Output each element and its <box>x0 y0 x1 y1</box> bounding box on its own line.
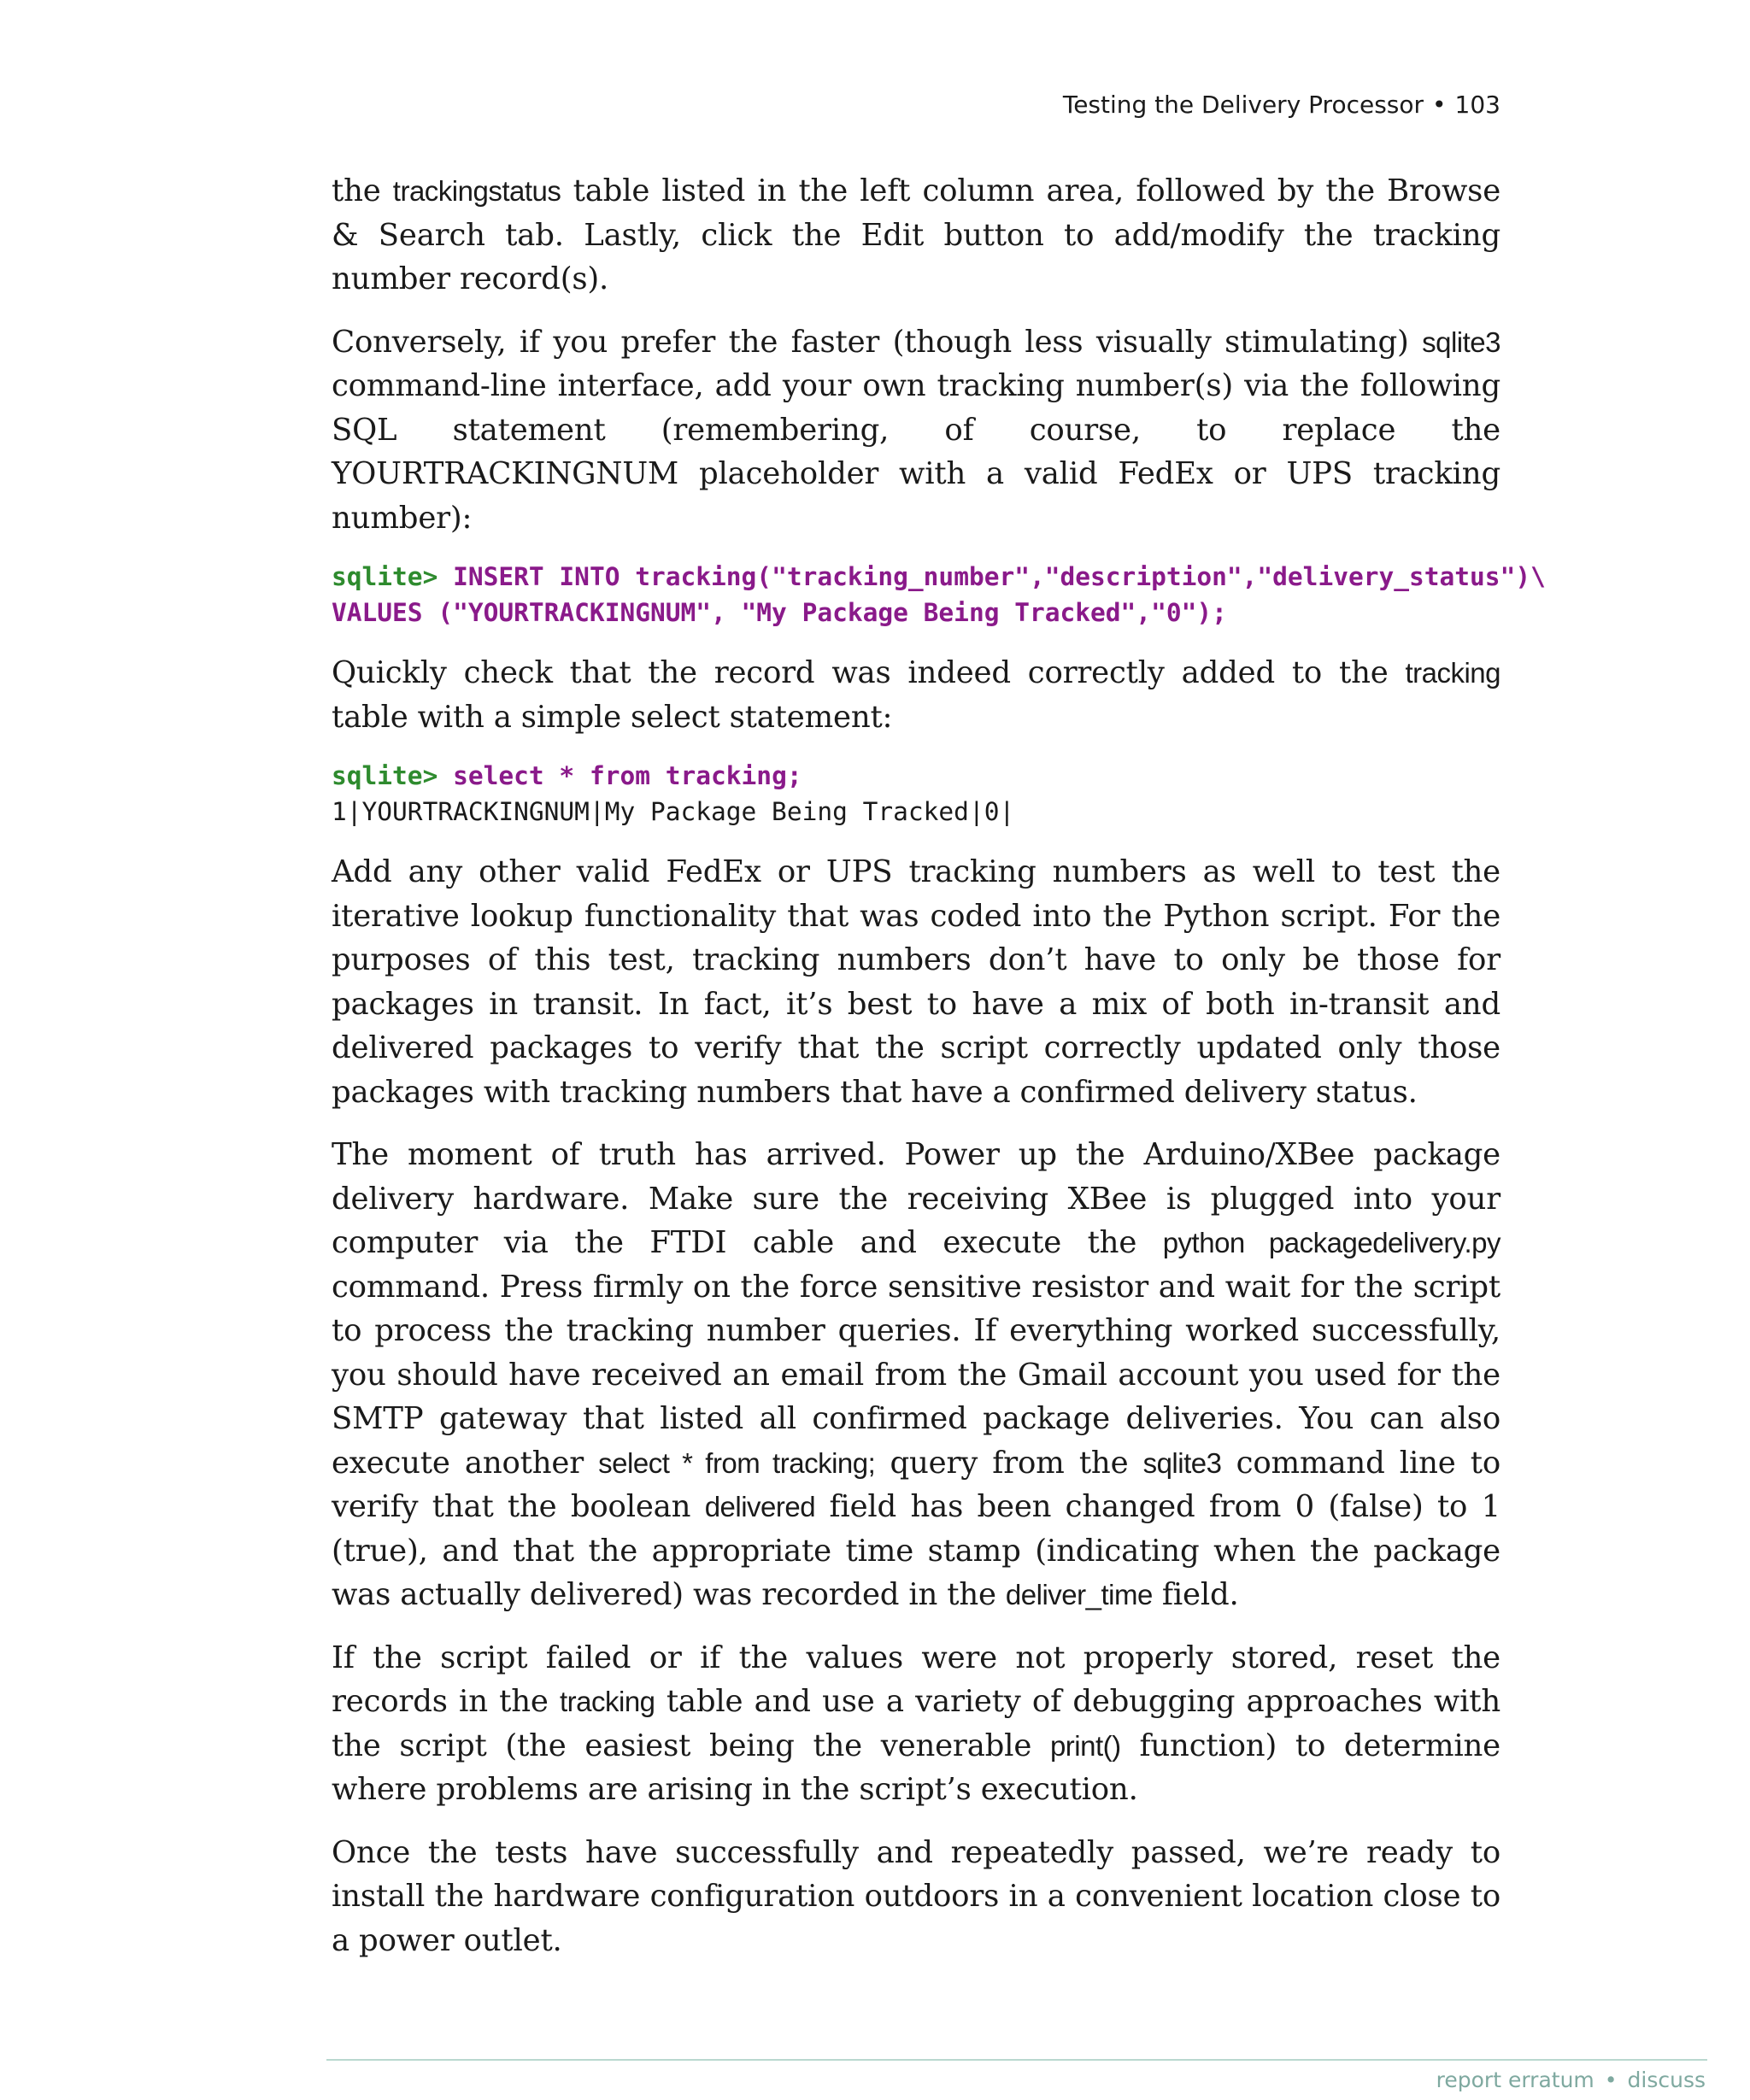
code-line: VALUES ("YOURTRACKINGNUM", "My Package Being Tracked","0"); <box>332 598 1227 627</box>
text: command line to verify that the boolean <box>332 1445 1501 1524</box>
running-header <box>1063 91 1500 119</box>
sqlite-prompt: sqlite> <box>332 761 454 790</box>
page-number: 103 <box>1454 91 1500 119</box>
paragraph-7: Once the tests have successfully and repeatedly passed, we’re ready to install the hardware configuration outdoors in a convenient location close to a power outlet. <box>332 1834 1500 1958</box>
text: command. Press firmly on the force sensitive resistor and wait for the script to process the tracking number queries. If everything worked successfully, you should have received an email from the Gmail account you used for the SMTP gateway that listed all confirmed package deliveries. You can also execute another <box>332 1269 1500 1481</box>
text: command-line interface, add your own tracking number(s) via the following SQL statement (remembering, of course, to replace the YOURTRACKINGNUM placeholder with a valid FedEx or UPS tracking number): <box>332 368 1500 536</box>
header-title: Testing the Delivery Processor <box>1062 91 1424 119</box>
inline-code: tracking <box>1405 657 1500 689</box>
report-erratum-link[interactable]: report erratum <box>1436 2068 1594 2092</box>
page-body <box>332 169 1546 1981</box>
code-block-insert <box>332 559 1546 631</box>
paragraph-4: Add any other valid FedEx or UPS tracking numbers as well to test the iterative lookup functionality that was coded into the Python script. For the purposes of this test, tracking numbers don’t have to only be those for packages in transit. In fact, it’s best to have a mix of both in-transit and delivered packages to verify that the script correctly updated only those packages with tracking numbers that have a confirmed delivery status. <box>332 854 1500 1110</box>
discuss-link[interactable]: discuss <box>1627 2068 1706 2092</box>
text: The moment of truth has arrived. Power up the Arduino/XBee package delivery hardware. Make sure the receiving XBee is plugged into your computer via the FTDI cable and execute the <box>332 1137 1500 1260</box>
text: function) to determine where problems are arising in the script’s execution. <box>332 1728 1500 1807</box>
inline-code: delivered <box>704 1491 816 1522</box>
text: If the script failed or if the values were not properly stored, reset the records in the <box>332 1640 1500 1719</box>
text: Quickly check that the record was indeed correctly added to the <box>332 655 1406 690</box>
text: query from the <box>875 1445 1143 1481</box>
text: Conversely, if you prefer the faster (though less visually stimulating) <box>332 324 1423 360</box>
header-bullet: • <box>1432 91 1447 119</box>
footer-bullet: • <box>1604 2068 1618 2092</box>
footer <box>1436 2068 1706 2092</box>
code-block-select <box>332 758 1500 830</box>
paragraph-3 <box>332 651 1500 739</box>
sqlite-prompt: sqlite> <box>332 562 454 591</box>
inline-code: print() <box>1049 1729 1121 1762</box>
paragraph-6 <box>332 1636 1500 1812</box>
text: table listed in the left column area, followed by the Browse & Search tab. Lastly, click the Edit button to add/modify the tracking number record(s). <box>332 173 1500 296</box>
inline-code: select * from tracking; <box>598 1446 876 1479</box>
text: field has been changed from 0 (false) to 1 (true), and that the appropriate time stamp (indicating when the package was actually delivered) was recorded in the <box>332 1489 1500 1612</box>
code-line: select * from tracking; <box>453 761 802 790</box>
inline-code: python packagedelivery.py <box>1162 1227 1500 1258</box>
paragraph-2 <box>332 320 1500 541</box>
paragraph-1 <box>332 169 1500 302</box>
text: the <box>332 173 393 208</box>
inline-code: sqlite3 <box>1142 1446 1222 1479</box>
paragraph-5 <box>332 1133 1500 1617</box>
code-output: 1|YOURTRACKINGNUM|My Package Being Tracked|0| <box>332 797 1015 826</box>
inline-code: deliver_time <box>1005 1579 1153 1610</box>
text: table and use a variety of debugging approaches with the script (the easiest being the venerable <box>332 1684 1500 1763</box>
inline-code: tracking <box>559 1686 655 1717</box>
code-line: INSERT INTO tracking("tracking_number","description","delivery_status")\ <box>453 562 1546 591</box>
inline-code: sqlite3 <box>1422 326 1500 358</box>
inline-code: trackingstatus <box>392 175 561 207</box>
text: table with a simple select statement: <box>332 699 893 735</box>
text: field. <box>1152 1577 1239 1612</box>
footer-divider <box>326 2059 1707 2061</box>
